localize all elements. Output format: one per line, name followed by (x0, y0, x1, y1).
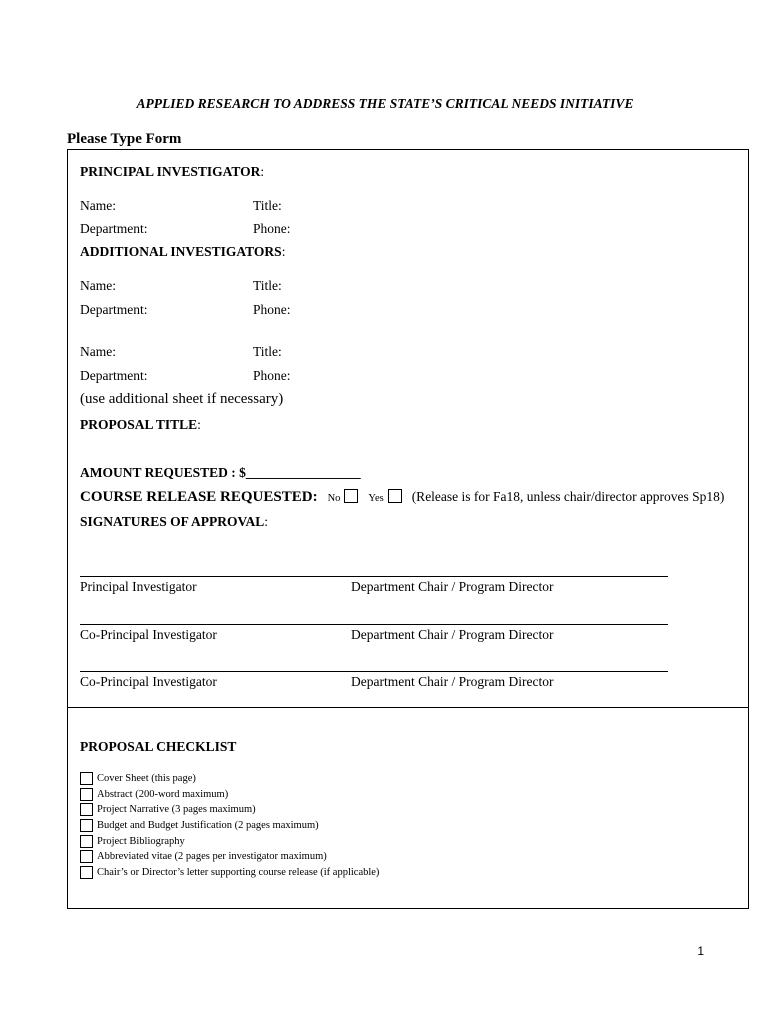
signatures-heading: SIGNATURES OF APPROVAL: (80, 514, 269, 529)
no-label: No (327, 493, 341, 504)
course-release-row (80, 488, 724, 506)
signature-label-chair-2: Department Chair / Program Director (351, 627, 554, 642)
checklist-item (80, 771, 379, 787)
checklist-checkbox[interactable] (80, 772, 93, 785)
checklist-item (80, 849, 379, 865)
ai1-name-label: Name: (80, 278, 116, 293)
checklist-heading: PROPOSAL CHECKLIST (80, 739, 237, 754)
checklist-item-label: Project Narrative (3 pages maximum) (97, 804, 256, 816)
additional-heading: ADDITIONAL INVESTIGATORS: (80, 244, 286, 259)
checklist-checkbox[interactable] (80, 803, 93, 816)
checklist-item-label: Cover Sheet (this page) (97, 773, 196, 785)
signature-label-copi-2: Co-Principal Investigator (80, 674, 217, 689)
ai1-phone-label: Phone: (253, 302, 291, 317)
no-checkbox[interactable] (344, 489, 358, 503)
amount-requested-label: AMOUNT REQUESTED : $_________________ (80, 465, 361, 480)
checklist-item-label: Project Bibliography (97, 835, 185, 847)
checklist (80, 771, 379, 880)
course-release-label: COURSE RELEASE REQUESTED: (80, 489, 318, 505)
checklist-item (80, 802, 379, 818)
checklist-checkbox[interactable] (80, 819, 93, 832)
pi-phone-label: Phone: (253, 221, 291, 236)
signature-label-copi-1: Co-Principal Investigator (80, 627, 217, 642)
ai1-department-label: Department: (80, 302, 148, 317)
checklist-item-label: Abstract (200-word maximum) (97, 788, 229, 800)
ai2-department-label: Department: (80, 368, 148, 383)
checklist-checkbox[interactable] (80, 866, 93, 879)
checklist-item (80, 865, 379, 881)
pi-heading: PRINCIPAL INVESTIGATOR: (80, 164, 265, 179)
page-number: 1 (697, 944, 704, 958)
checklist-item-label: Budget and Budget Justification (2 pages maximum) (97, 820, 319, 832)
pi-title-label: Title: (253, 198, 282, 213)
signature-line-2[interactable] (80, 624, 668, 625)
instruction-text: Please Type Form (67, 131, 182, 147)
checklist-item (80, 787, 379, 803)
checklist-item-label: Chair’s or Director’s letter supporting course release (if applicable) (97, 866, 380, 878)
additional-note: (use additional sheet if necessary) (80, 391, 284, 407)
yes-label: Yes (368, 493, 384, 504)
pi-department-label: Department: (80, 221, 148, 236)
ai1-title-label: Title: (253, 278, 282, 293)
document-title: APPLIED RESEARCH TO ADDRESS THE STATE’S CRITICAL NEEDS INITIATIVE (136, 96, 634, 111)
signature-line-3[interactable] (80, 671, 668, 672)
yes-checkbox[interactable] (388, 489, 402, 503)
pi-name-label: Name: (80, 198, 116, 213)
checklist-checkbox[interactable] (80, 835, 93, 848)
checklist-checkbox[interactable] (80, 788, 93, 801)
proposal-title-label: PROPOSAL TITLE: (80, 417, 201, 432)
ai2-title-label: Title: (253, 344, 282, 359)
checklist-item (80, 833, 379, 849)
ai2-name-label: Name: (80, 344, 116, 359)
release-note: (Release is for Fa18, unless chair/director approves Sp18) (411, 489, 725, 504)
signature-label-pi: Principal Investigator (80, 579, 197, 594)
checklist-checkbox[interactable] (80, 850, 93, 863)
signature-line-1[interactable] (80, 576, 668, 577)
signature-label-chair-1: Department Chair / Program Director (351, 579, 554, 594)
ai2-phone-label: Phone: (253, 368, 291, 383)
checklist-item (80, 818, 379, 834)
checklist-item-label: Abbreviated vitae (2 pages per investigator maximum) (97, 851, 327, 863)
signature-label-chair-3: Department Chair / Program Director (351, 674, 554, 689)
